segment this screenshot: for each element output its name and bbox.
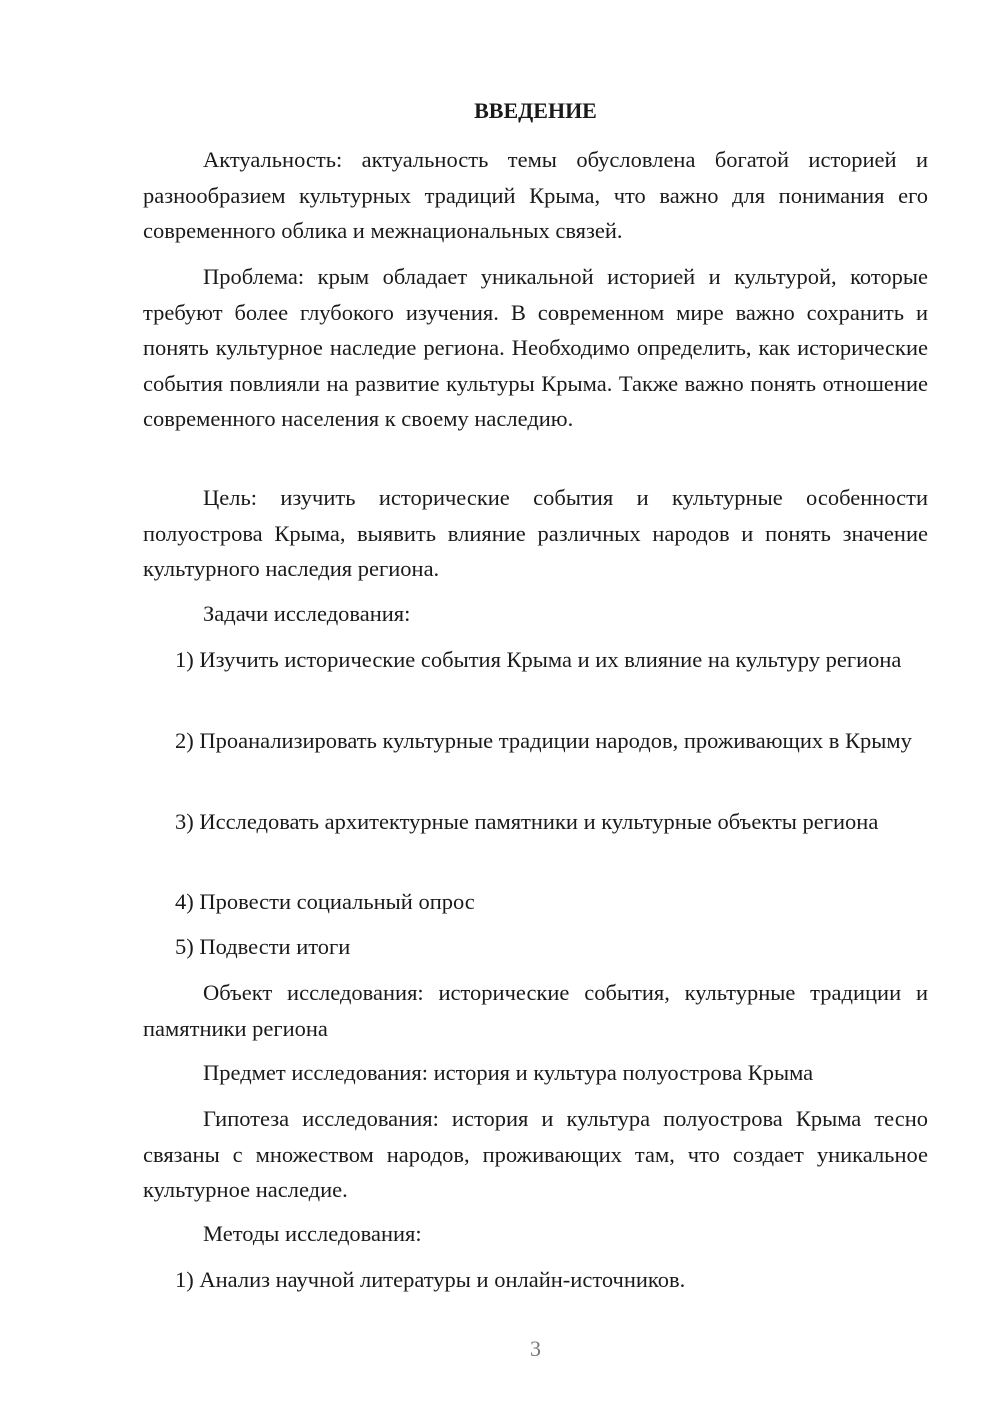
paragraph-methods-title: Методы исследования: — [203, 1221, 422, 1246]
paragraph-object: Объект исследования: исторические события, культурные традиции и памятники региона — [143, 980, 928, 1041]
paragraph-problem: Проблема: крым обладает уникальной историей и культурой, которые требуют более глубокого изучения. В современном мире важно сохранить и понять культурное наследие региона. Необходимо определить, как исторические события повлияли на развитие культуры Крыма. Также важно понять отношение современного населения к своему наследию. — [143, 264, 928, 431]
paragraph-subject: Предмет исследования: история и культура полуострова Крыма — [203, 1060, 814, 1085]
paragraph-goal: Цель: изучить исторические события и культурные особенности полуострова Крыма, выявить влияние различных народов и понять значение культурного наследия региона. — [143, 485, 928, 581]
page-number: 3 — [530, 1336, 541, 1361]
paragraph-hypothesis: Гипотеза исследования: история и культура полуострова Крыма тесно связаны с множеством народов, проживающих там, что создает уникальное культурное наследие. — [143, 1106, 928, 1202]
paragraph-relevance: Актуальность: актуальность темы обусловлена богатой историей и разнообразием культурных традиций Крыма, что важно для понимания его современного облика и межнациональных связей. — [143, 147, 928, 243]
section-heading: ВВЕДЕНИЕ — [474, 98, 597, 123]
paragraph-tasks-title: Задачи исследования: — [203, 601, 411, 626]
task-item-3: 3) Исследовать архитектурные памятники и культурные объекты региона — [175, 809, 879, 834]
task-item-5: 5) Подвести итоги — [175, 934, 351, 959]
task-item-1: 1) Изучить исторические события Крыма и их влияние на культуру региона — [175, 647, 902, 672]
task-item-4: 4) Провести социальный опрос — [175, 889, 475, 914]
task-item-2: 2) Проанализировать культурные традиции народов, проживающих в Крыму — [175, 728, 912, 753]
method-item-1: 1) Анализ научной литературы и онлайн-источников. — [175, 1267, 686, 1292]
